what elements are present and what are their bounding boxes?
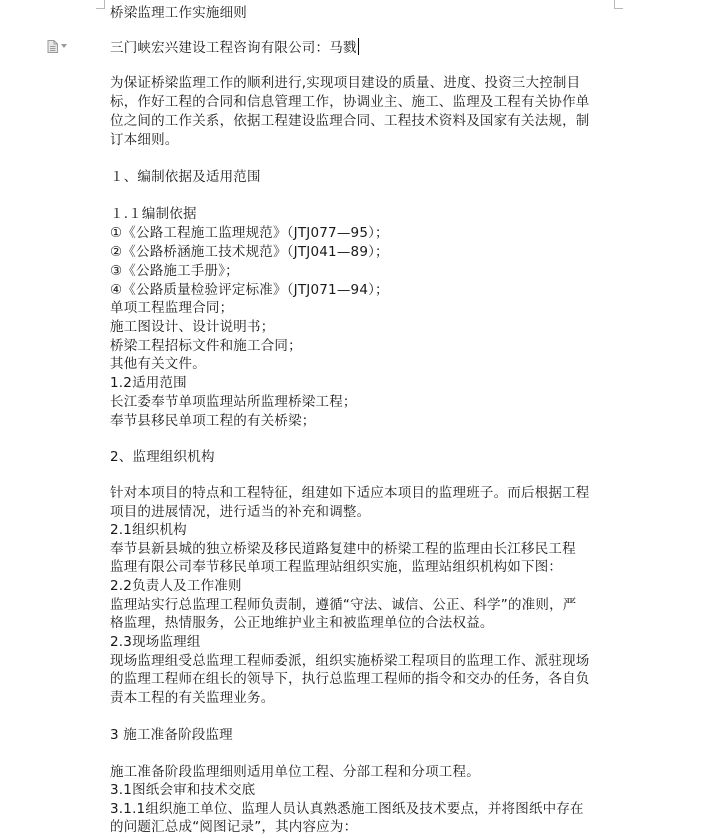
paragraph-line[interactable]: 的监理工程师在组长的领导下，执行总监理工程师的指令和交办的任务，各自负	[110, 671, 590, 687]
subsection-heading[interactable]: 2.1组织机构	[110, 522, 187, 538]
author-line[interactable]	[110, 38, 359, 58]
list-item[interactable]: 施工图设计、设计说明书；	[110, 319, 275, 335]
section-heading[interactable]: 2、监理组织机构	[110, 449, 215, 465]
paragraph-line[interactable]: 针对本项目的特点和工程特征，组建如下适应本项目的监理班子。而后根据工程	[110, 485, 590, 501]
paragraph-line[interactable]: 订本细则。	[110, 132, 179, 148]
page-corner-mark-left	[96, 0, 105, 9]
subsection-heading[interactable]: 1.2适用范围	[110, 375, 187, 391]
document-title[interactable]: 桥梁监理工作实施细则	[110, 5, 247, 21]
list-item[interactable]: 桥梁工程招标文件和施工合同；	[110, 338, 302, 354]
list-item[interactable]: 单项工程监理合同；	[110, 300, 234, 316]
page-corner-mark-right	[614, 0, 623, 9]
paragraph-line[interactable]: 格监理，热情服务，公正地维护业主和被监理单位的合法权益。	[110, 615, 494, 631]
document-icon	[47, 40, 58, 53]
paragraph-line[interactable]: 监理站实行总监理工程师负责制，遵循“守法、诚信、公正、科学”的准则，严	[110, 597, 577, 613]
section-heading[interactable]: 3 施工准备阶段监理	[110, 727, 233, 743]
list-item[interactable]: ③《公路施工手册》；	[110, 263, 239, 279]
paragraph-line[interactable]: 项目的进展情况，进行适当的补充和调整。	[110, 504, 371, 520]
paragraph-line[interactable]: 奉节县新县城的独立桥梁及移民道路复建中的桥梁工程的监理由长江移民工程	[110, 541, 576, 557]
text-cursor	[358, 38, 359, 55]
subsection-heading[interactable]: １.１编制依据	[110, 206, 197, 222]
section-heading[interactable]: １、编制依据及适用范围	[110, 169, 261, 185]
paragraph-line[interactable]: 现场监理组受总监理工程师委派，组织实施桥梁工程项目的监理工作、派驻现场	[110, 653, 590, 669]
paragraph-line[interactable]: 标，作好工程的合同和信息管理工作，协调业主、施工、监理及工程有关协作单	[110, 94, 590, 110]
caret-down-icon	[61, 44, 67, 48]
list-item[interactable]: 奉节县移民单项工程的有关桥梁；	[110, 413, 316, 429]
list-item[interactable]: 长江委奉节单项监理站所监理桥梁工程；	[110, 394, 357, 410]
list-item[interactable]: ②《公路桥涵施工技术规范》（JTJ041—89）；	[110, 244, 389, 260]
paragraph-line[interactable]: 3.1.1组织施工单位、监理人员认真熟悉施工图纸及技术要点，并将图纸中存在	[110, 801, 584, 817]
paragraph-line[interactable]: 责本工程的有关监理业务。	[110, 690, 275, 706]
list-item[interactable]: ①《公路工程施工监理规范》（JTJ077—95）；	[110, 225, 389, 241]
paragraph-line[interactable]: 位之间的工作关系，依据工程建设监理合同、工程技术资料及国家有关法规，制	[110, 113, 590, 129]
subsection-heading[interactable]: 2.2负责人及工作准则	[110, 578, 242, 594]
paragraph-line[interactable]: 监理有限公司奉节移民单项工程监理站组织实施，监理站组织机构如下图：	[110, 559, 563, 575]
subsection-heading[interactable]: 3.1图纸会审和技术交底	[110, 782, 256, 798]
paragraph-line[interactable]: 的问题汇总成“阅图记录”，其内容应为：	[110, 819, 358, 835]
document-options-button[interactable]	[47, 39, 77, 53]
list-item[interactable]: 其他有关文件。	[110, 356, 206, 372]
subsection-heading[interactable]: 2.3现场监理组	[110, 634, 201, 650]
author-text: 三门峡宏兴建设工程咨询有限公司：马戮	[110, 40, 357, 56]
paragraph-line[interactable]: 为保证桥梁监理工作的顺利进行,实现项目建设的质量、进度、投资三大控制目	[110, 75, 581, 91]
paragraph-line[interactable]: 施工准备阶段监理细则适用单位工程、分部工程和分项工程。	[110, 764, 480, 780]
list-item[interactable]: ④《公路质量检验评定标准》（JTJ071—94）；	[110, 282, 389, 298]
